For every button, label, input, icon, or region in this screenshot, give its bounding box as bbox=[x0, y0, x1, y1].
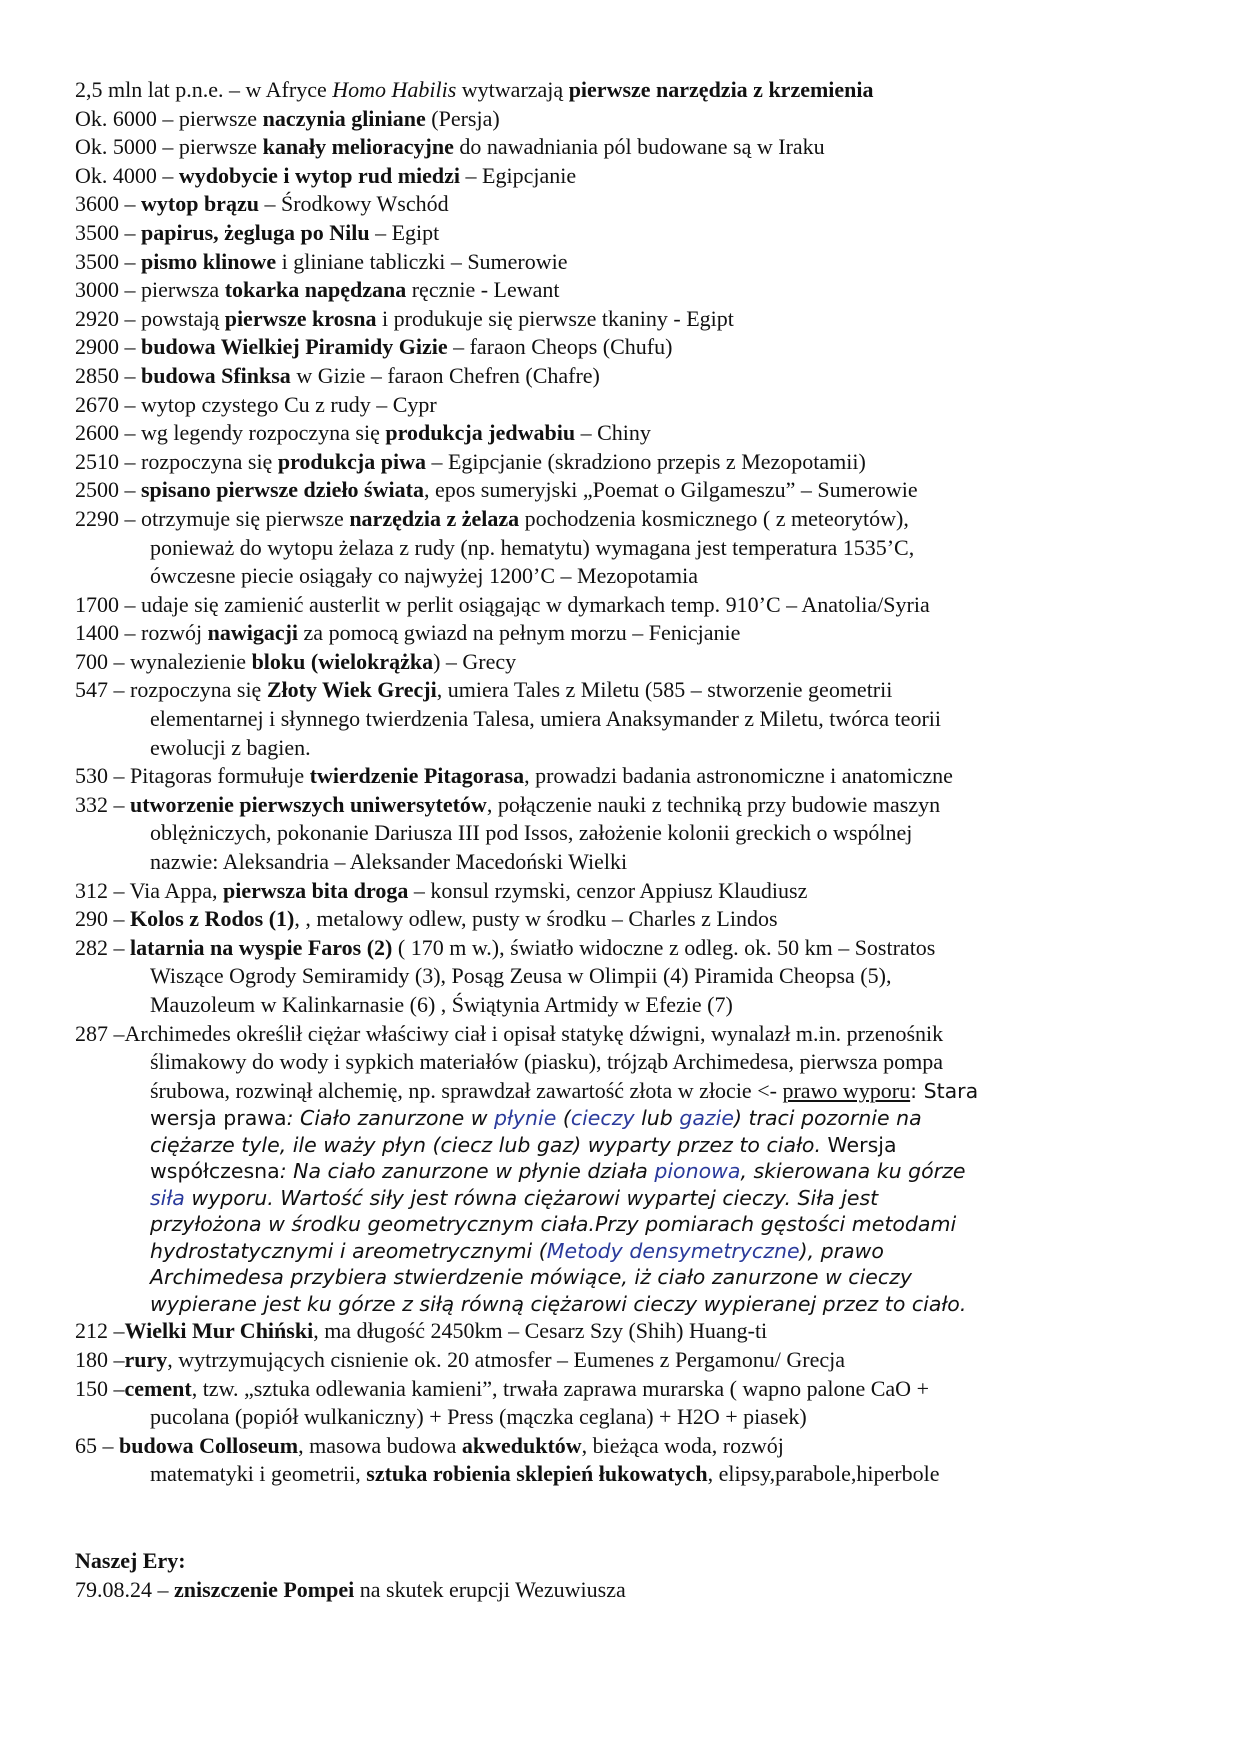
timeline-entry-3500-pismo: 3500 – pismo klinowe i gliniane tabliczki – Sumerowie bbox=[75, 248, 568, 274]
timeline-entry-2510: 2510 – rozpoczyna się produkcja piwa – Egipcjanie (skradziono przepis z Mezopotamii) bbox=[75, 448, 866, 474]
timeline-entry-282: 282 – latarnia na wyspie Faros (2) ( 170 m w.), światło widoczne z odleg. ok. 50 km – Sostratos Wiszące Ogrody Semiramidy (3), Posąg Zeusa w Olimpii (4) Piramida Cheopsa (5), Mauzoleum w Kalinkarnasie (6) , Świątynia Artmidy w Efezie (7) bbox=[75, 934, 936, 1017]
timeline-entry-6000: Ok. 6000 – pierwsze naczynia gliniane (Persja) bbox=[75, 105, 500, 131]
document-page bbox=[75, 76, 1195, 1604]
sila-link[interactable]: siła bbox=[150, 1185, 185, 1210]
timeline-entry-150: 150 –cement, tzw. „sztuka odlewania kamieni”, trwała zaprawa murarska ( wapno palone CaO + pucolana (popiół wulkaniczny) + Press (mączka ceglana) + H2O + piasek) bbox=[75, 1375, 929, 1430]
timeline-entry-2670: 2670 – wytop czystego Cu z rudy – Cypr bbox=[75, 391, 437, 417]
timeline-entry-2290: 2290 – otrzymuje się pierwsze narzędzia z żelaza pochodzenia kosmicznego ( z meteorytów), ponieważ do wytopu żelaza z rudy (np. hematytu) wymagana jest temperatura 1535’C, ówczesne piecie osiągały co najwyżej 1200’C – Mezopotamia bbox=[75, 505, 915, 589]
era-heading: Naszej Ery: bbox=[75, 1547, 186, 1573]
timeline-entry-700: 700 – wynalezienie bloku (wielokrążka) – Grecy bbox=[75, 648, 517, 674]
timeline-entry-312: 312 – Via Appa, pierwsza bita droga – konsul rzymski, cenzor Appiusz Klaudiusz bbox=[75, 877, 808, 903]
timeline-entry-287-archimedes: 287 –Archimedes określił ciężar właściwy ciał i opisał statykę dźwigni, wynalazł m.in. przenośnik ślimakowy do wody i sypkich materiałów (piasku), trójząb Archimedesa, pierwsza pompa śrubowa, rozwinął alchemię, np. sprawdzał zawartość złota w złocie <- prawo wyporu: Stara wersja prawa: Ciało zanurzone w płynie (cieczy lub gazie) traci pozornie na ciężarze tyle, ile waży płyn (ciecz lub gaz) wyparty przez to ciało. Wersja współczesna: Na ciało zanurzone w płynie działa pionowa, skierowana ku górze siła wyporu. Wartość siły jest równa ciężarowi wypartej cieczy. Siła jest przyłożona w środku geometrycznym ciała.Przy pomiarach gęstości metodami hydrostatycznymi i areometrycznymi (Metody densymetryczne), prawo Archimedesa przybiera stwierdzenie mówiące, iż ciało zanurzone w cieczy wypierane jest ku górze z siłą równą ciężarowi cieczy wypieranej przez to ciało. bbox=[75, 1020, 979, 1316]
timeline-entry-4000: Ok. 4000 – wydobycie i wytop rud miedzi – Egipcjanie bbox=[75, 162, 577, 188]
timeline-entry-2850: 2850 – budowa Sfinksa w Gizie – faraon Chefren (Chafre) bbox=[75, 362, 600, 388]
timeline-entry-2600: 2600 – wg legendy rozpoczyna się produkcja jedwabiu – Chiny bbox=[75, 420, 651, 446]
gazie-link[interactable]: gazie bbox=[679, 1106, 734, 1131]
timeline-entry-332: 332 – utworzenie pierwszych uniwersytetów, połączenie nauki z techniką przy budowie maszyn oblężniczych, pokonanie Dariusza III pod Issos, założenie kolonii greckich o wspólnej nazwie: Aleksandria – Aleksander Macedoński Wielki bbox=[75, 791, 941, 875]
metody-densymetryczne-link[interactable]: Metody densymetryczne bbox=[546, 1238, 800, 1263]
timeline-entry-530: 530 – Pitagoras formułuje twierdzenie Pitagorasa, prowadzi badania astronomiczne i anatomiczne bbox=[75, 763, 953, 789]
timeline-entry-212: 212 –Wielki Mur Chiński, ma długość 2450km – Cesarz Szy (Shih) Huang-ti bbox=[75, 1318, 768, 1344]
prawo-wyporu-link[interactable]: prawo wyporu bbox=[782, 1077, 911, 1103]
spacer bbox=[75, 1489, 1195, 1547]
timeline-entry-2500: 2500 – spisano pierwsze dzieło świata, epos sumeryjski „Poemat o Gilgameszu” – Sumerowie bbox=[75, 477, 918, 503]
cieczy-link[interactable]: cieczy bbox=[570, 1106, 635, 1131]
timeline-entry-2920: 2920 – powstają pierwsze krosna i produkuje się pierwsze tkaniny - Egipt bbox=[75, 305, 734, 331]
plynie-link[interactable]: płynie bbox=[493, 1106, 557, 1131]
timeline-entry-65: 65 – budowa Colloseum, masowa budowa akweduktów, bieżąca woda, rozwój matematyki i geometrii, sztuka robienia sklepień łukowatych, elipsy,parabole,hiperbole bbox=[75, 1432, 940, 1487]
timeline-entry-547: 547 – rozpoczyna się Złoty Wiek Grecji, umiera Tales z Miletu (585 – stworzenie geometrii elementarnej i słynnego twierdzenia Talesa, umiera Anaksymander z Miletu, twórca teorii ewolucji z bagien. bbox=[75, 677, 941, 760]
timeline-entry-290: 290 – Kolos z Rodos (1), , metalowy odlew, pusty w środku – Charles z Lindos bbox=[75, 906, 778, 932]
timeline-entry-5000: Ok. 5000 – pierwsze kanały melioracyjne do nawadniania pól budowane są w Iraku bbox=[75, 134, 825, 160]
timeline-entry-1400: 1400 – rozwój nawigacji za pomocą gwiazd na pełnym morzu – Fenicjanie bbox=[75, 620, 741, 646]
timeline-entry-3000: 3000 – pierwsza tokarka napędzana ręcznie - Lewant bbox=[75, 277, 560, 303]
timeline-entry-3600: 3600 – wytop brązu – Środkowy Wschód bbox=[75, 191, 449, 217]
timeline-entry-2900: 2900 – budowa Wielkiej Piramidy Gizie – faraon Cheops (Chufu) bbox=[75, 334, 673, 360]
timeline-entry-180: 180 –rury, wytrzymujących cisnienie ok. 20 atmosfer – Eumenes z Pergamonu/ Grecja bbox=[75, 1346, 845, 1372]
timeline-entry-3500-papirus: 3500 – papirus, żegluga po Nilu – Egipt bbox=[75, 219, 440, 245]
timeline-entry-1700: 1700 – udaje się zamienić austerlit w perlit osiągając w dymarkach temp. 910’C – Anatolia/Syria bbox=[75, 591, 930, 617]
timeline-entry-homo-habilis: 2,5 mln lat p.n.e. – w Afryce Homo Habilis wytwarzają pierwsze narzędzia z krzemienia bbox=[75, 77, 874, 102]
timeline-entry-pompei: 79.08.24 – zniszczenie Pompei na skutek erupcji Wezuwiusza bbox=[75, 1576, 626, 1602]
pionowa-link[interactable]: pionowa bbox=[654, 1159, 741, 1184]
